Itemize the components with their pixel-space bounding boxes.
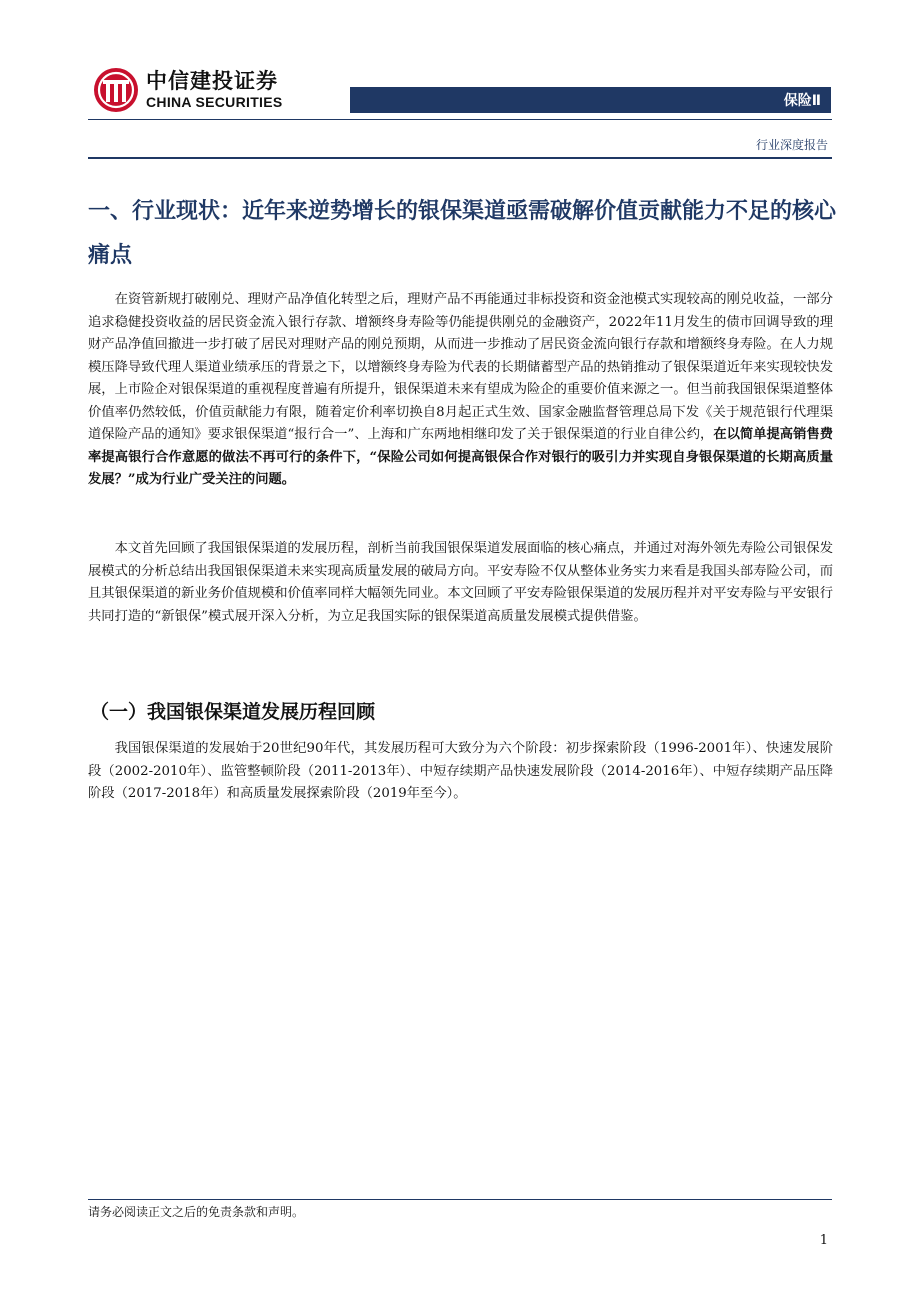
china-securities-logo-icon xyxy=(92,66,140,114)
industry-header-bar xyxy=(350,87,831,113)
page-number: 1 xyxy=(819,1233,828,1248)
paragraph-1-bold-text: 在以简单提高销售费率提高银行合作意愿的做法不再可行的条件下，“保险公司如何提高银保合作对银行的吸引力并实现自身银保渠道的长期高质量发展？”成为行业广受关注的问题。 xyxy=(88,427,833,487)
report-type-divider xyxy=(88,157,832,159)
disclaimer-note: 请务必阅读正文之后的免责条款和声明。 xyxy=(88,1205,305,1219)
paragraph-2: 本文首先回顾了我国银保渠道的发展历程，剖析当前我国银保渠道发展面临的核心痛点，并通过对海外领先寿险公司银保发展模式的分析总结出我国银保渠道未来实现高质量发展的破局方向。平安寿险不仅从整体业务实力来看是我国头部寿险公司，而且其银保渠道的新业务价值规模和价值率同样大幅领先同业。本文回顾了平安寿险银保渠道的发展历程并对平安寿险与平安银行共同打造的“新银保”模式展开深入分析，为立足我国实际的银保渠道高质量发展模式提供借鉴。 xyxy=(88,541,833,624)
section-heading-1-1: （一）我国银保渠道发展历程回顾 xyxy=(90,701,376,723)
header-divider xyxy=(88,119,832,120)
report-type-label: 行业深度报告 xyxy=(755,138,828,152)
section-heading-1: 一、行业现状：近年来逆势增长的银保渠道亟需破解价值贡献能力不足的核心痛点 xyxy=(88,199,837,268)
logo-english-name: CHINA SECURITIES xyxy=(146,94,283,110)
logo-chinese-name: 中信建投证券 xyxy=(146,69,278,93)
logo-text xyxy=(146,69,283,111)
paragraph-3: 我国银保渠道的发展始于20世纪90年代，其发展历程可大致分为六个阶段：初步探索阶段（1996-2001年）、快速发展阶段（2002-2010年）、监管整顿阶段（2011-2013年）、中短存续期产品快速发展阶段（2014-2016年）、中短存续期产品压降阶段（2017-2018年）和高质量发展探索阶段（2019年至今）。 xyxy=(88,741,833,801)
industry-tag: 保险Ⅱ xyxy=(783,93,821,109)
paragraph-1-text: 在资管新规打破刚兑、理财产品净值化转型之后，理财产品不再能通过非标投资和资金池模式实现较高的刚兑收益，一部分追求稳健投资收益的居民资金流入银行存款、增额终身寿险等仍能提供刚兑的金融资产，2022年11月发生的债市回调导致的理财产品净值回撤进一步打破了居民对理财产品的刚兑预期，从而进一步推动了居民资金流向银行存款和增额终身寿险。在人力规模压降导致代理人渠道业绩承压的背景之下，以增额终身寿险为代表的长期储蓄型产品的热销推动了银保渠道近年来实现较快发展，上市险企对银保渠道的重视程度普遍有所提升，银保渠道未来有望成为险企的重要价值来源之一。但当前我国银保渠道整体价值率仍然较低，价值贡献能力有限，随着定价利率切换自8月起正式生效、国家金融监督管理总局下发《关于规范银行代理渠道保险产品的通知》要求银保渠道“报行合一”、上海和广东两地相继印发了关于银保渠道的行业自律公约， xyxy=(88,292,833,442)
company-logo xyxy=(92,66,283,114)
footer-divider xyxy=(88,1199,832,1200)
paragraph-1 xyxy=(88,289,833,492)
